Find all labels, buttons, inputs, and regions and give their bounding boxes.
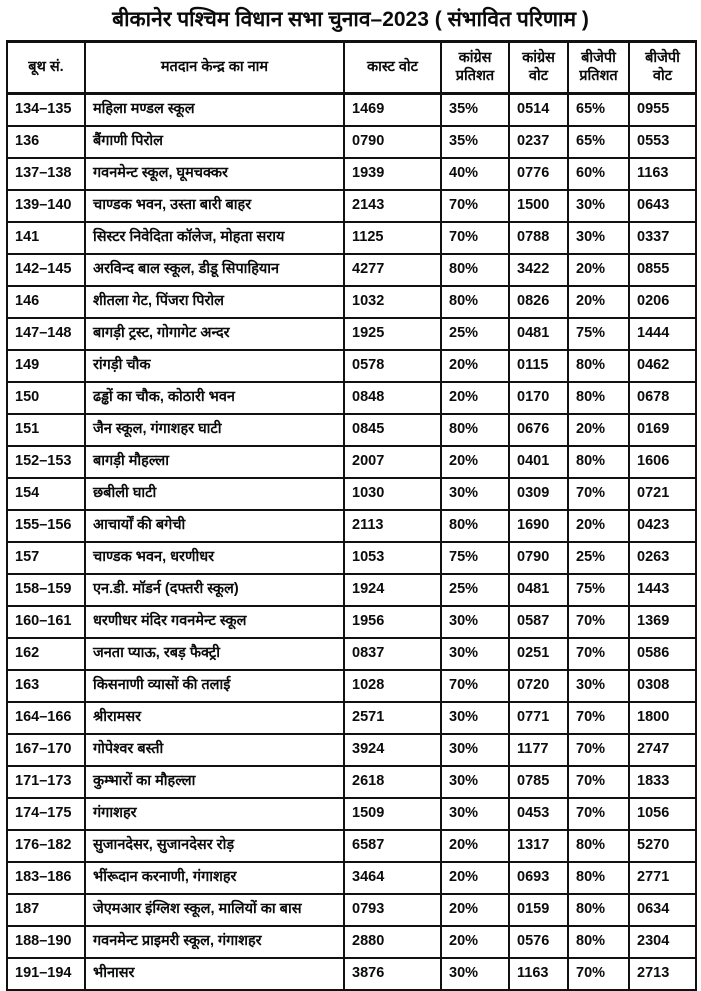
cell-polling-centre: महिला मण्डल स्कूल: [85, 94, 344, 126]
column-header-congress-vote-line1: कांग्रेस: [522, 50, 555, 67]
cell-booth-number: 183–186: [7, 862, 85, 894]
cell-congress-percent: 20%: [441, 894, 509, 926]
cell-bjp-percent: 75%: [568, 318, 629, 350]
cell-cast-vote: 4277: [344, 254, 441, 286]
cell-congress-vote: 1500: [509, 190, 568, 222]
cell-booth-number: 163: [7, 670, 85, 702]
cell-bjp-percent: 80%: [568, 350, 629, 382]
cell-polling-centre: छबीली घाटी: [85, 478, 344, 510]
table-row: [7, 254, 696, 286]
cell-polling-centre: कुम्भारों का मौहल्ला: [85, 766, 344, 798]
table-body: [7, 94, 696, 990]
cell-booth-number: 134–135: [7, 94, 85, 126]
table-row: [7, 798, 696, 830]
cell-congress-percent: 30%: [441, 958, 509, 990]
cell-cast-vote: 1125: [344, 222, 441, 254]
cell-cast-vote: 2007: [344, 446, 441, 478]
cell-polling-centre: भींरूदान करनाणी, गंगाशहर: [85, 862, 344, 894]
cell-bjp-percent: 70%: [568, 734, 629, 766]
table-row: [7, 478, 696, 510]
cell-cast-vote: 6587: [344, 830, 441, 862]
cell-booth-number: 139–140: [7, 190, 85, 222]
cell-congress-vote: 0481: [509, 574, 568, 606]
cell-cast-vote: 2571: [344, 702, 441, 734]
cell-bjp-vote: 0855: [629, 254, 696, 286]
cell-congress-vote: 0788: [509, 222, 568, 254]
cell-polling-centre: चाण्डक भवन, धरणीधर: [85, 542, 344, 574]
cell-cast-vote: 1924: [344, 574, 441, 606]
cell-polling-centre: बागड़ी मौहल्ला: [85, 446, 344, 478]
table-row: [7, 830, 696, 862]
cell-congress-percent: 80%: [441, 414, 509, 446]
cell-bjp-vote: 0206: [629, 286, 696, 318]
cell-bjp-percent: 20%: [568, 510, 629, 542]
cell-bjp-percent: 65%: [568, 126, 629, 158]
cell-cast-vote: 1028: [344, 670, 441, 702]
cell-bjp-percent: 70%: [568, 702, 629, 734]
cell-booth-number: 191–194: [7, 958, 85, 990]
cell-bjp-percent: 80%: [568, 894, 629, 926]
cell-bjp-percent: 25%: [568, 542, 629, 574]
cell-cast-vote: 2880: [344, 926, 441, 958]
cell-polling-centre: चाण्डक भवन, उस्ता बारी बाहर: [85, 190, 344, 222]
cell-bjp-percent: 80%: [568, 446, 629, 478]
column-header-congress-percent-line1: कांग्रेस: [458, 50, 492, 67]
cell-congress-vote: 0826: [509, 286, 568, 318]
cell-congress-percent: 70%: [441, 190, 509, 222]
cell-cast-vote: 3464: [344, 862, 441, 894]
cell-bjp-vote: 0678: [629, 382, 696, 414]
cell-bjp-vote: 1800: [629, 702, 696, 734]
cell-booth-number: 155–156: [7, 510, 85, 542]
cell-bjp-percent: 70%: [568, 638, 629, 670]
cell-booth-number: 152–153: [7, 446, 85, 478]
cell-cast-vote: 1956: [344, 606, 441, 638]
table-row: [7, 510, 696, 542]
cell-congress-percent: 20%: [441, 926, 509, 958]
cell-congress-percent: 30%: [441, 638, 509, 670]
cell-bjp-vote: 1056: [629, 798, 696, 830]
table-row: [7, 446, 696, 478]
cell-cast-vote: 3876: [344, 958, 441, 990]
cell-bjp-vote: 2304: [629, 926, 696, 958]
cell-cast-vote: 1030: [344, 478, 441, 510]
cell-congress-percent: 25%: [441, 574, 509, 606]
cell-polling-centre: श्रीरामसर: [85, 702, 344, 734]
cell-polling-centre: बैंगाणी पिरोल: [85, 126, 344, 158]
cell-bjp-vote: 1443: [629, 574, 696, 606]
results-table-container: [0, 40, 701, 991]
cell-congress-percent: 25%: [441, 318, 509, 350]
cell-bjp-vote: 0423: [629, 510, 696, 542]
cell-bjp-vote: 0169: [629, 414, 696, 446]
cell-congress-vote: 3422: [509, 254, 568, 286]
cell-cast-vote: 2618: [344, 766, 441, 798]
cell-congress-percent: 30%: [441, 798, 509, 830]
cell-polling-centre: जनता प्याऊ, रबड़ फैक्ट्री: [85, 638, 344, 670]
cell-cast-vote: 1469: [344, 94, 441, 126]
cell-bjp-percent: 80%: [568, 862, 629, 894]
cell-congress-percent: 30%: [441, 702, 509, 734]
cell-polling-centre: गवनमेन्ट स्कूल, घूमचक्कर: [85, 158, 344, 190]
table-row: [7, 734, 696, 766]
cell-bjp-percent: 30%: [568, 670, 629, 702]
cell-polling-centre: धरणीधर मंदिर गवनमेन्ट स्कूल: [85, 606, 344, 638]
cell-bjp-vote: 0586: [629, 638, 696, 670]
cell-bjp-percent: 70%: [568, 958, 629, 990]
cell-polling-centre: बागड़ी ट्रस्ट, गोगागेट अन्दर: [85, 318, 344, 350]
election-results-table: [6, 40, 697, 991]
table-row: [7, 190, 696, 222]
cell-polling-centre: आचार्यों की बगेची: [85, 510, 344, 542]
cell-congress-vote: 0159: [509, 894, 568, 926]
cell-booth-number: 147–148: [7, 318, 85, 350]
cell-congress-vote: 0587: [509, 606, 568, 638]
cell-congress-percent: 20%: [441, 350, 509, 382]
table-row: [7, 638, 696, 670]
cell-bjp-vote: 1369: [629, 606, 696, 638]
cell-booth-number: 154: [7, 478, 85, 510]
cell-polling-centre: शीतला गेट, पिंजरा पिरोल: [85, 286, 344, 318]
cell-congress-vote: 0576: [509, 926, 568, 958]
table-row: [7, 606, 696, 638]
column-header-cast-vote: कास्ट वोट: [344, 42, 441, 94]
column-header-bjp-vote: [629, 42, 696, 94]
cell-congress-percent: 30%: [441, 766, 509, 798]
cell-congress-vote: 1177: [509, 734, 568, 766]
cell-cast-vote: 0790: [344, 126, 441, 158]
table-row: [7, 542, 696, 574]
cell-congress-vote: 1317: [509, 830, 568, 862]
cell-bjp-vote: 0337: [629, 222, 696, 254]
table-row: [7, 158, 696, 190]
cell-congress-vote: 0237: [509, 126, 568, 158]
cell-booth-number: 137–138: [7, 158, 85, 190]
cell-bjp-percent: 30%: [568, 222, 629, 254]
cell-cast-vote: 0848: [344, 382, 441, 414]
table-row: [7, 702, 696, 734]
cell-polling-centre: सुजानदेसर, सुजानदेसर रोड़: [85, 830, 344, 862]
cell-congress-percent: 80%: [441, 286, 509, 318]
column-header-bjp-percent-line1: बीजेपी: [581, 50, 616, 67]
column-header-congress-percent: [441, 42, 509, 94]
cell-cast-vote: 0578: [344, 350, 441, 382]
cell-cast-vote: 0845: [344, 414, 441, 446]
column-header-bjp-percent: [568, 42, 629, 94]
cell-polling-centre: जैन स्कूल, गंगाशहर घाटी: [85, 414, 344, 446]
cell-bjp-vote: 1606: [629, 446, 696, 478]
cell-booth-number: 187: [7, 894, 85, 926]
cell-bjp-vote: 2747: [629, 734, 696, 766]
cell-congress-percent: 35%: [441, 94, 509, 126]
cell-polling-centre: किसनाणी व्यासों की तलाई: [85, 670, 344, 702]
table-row: [7, 862, 696, 894]
table-row: [7, 670, 696, 702]
cell-congress-percent: 75%: [441, 542, 509, 574]
cell-polling-centre: भीनासर: [85, 958, 344, 990]
cell-cast-vote: 3924: [344, 734, 441, 766]
cell-booth-number: 188–190: [7, 926, 85, 958]
cell-booth-number: 174–175: [7, 798, 85, 830]
table-row: [7, 222, 696, 254]
cell-bjp-percent: 60%: [568, 158, 629, 190]
table-row: [7, 926, 696, 958]
column-header-congress-percent-line2: प्रतिशत: [455, 67, 495, 84]
cell-cast-vote: 1939: [344, 158, 441, 190]
cell-congress-vote: 0401: [509, 446, 568, 478]
cell-congress-percent: 80%: [441, 510, 509, 542]
table-row: [7, 574, 696, 606]
cell-booth-number: 149: [7, 350, 85, 382]
cell-congress-percent: 30%: [441, 606, 509, 638]
table-row: [7, 958, 696, 990]
cell-congress-vote: 0771: [509, 702, 568, 734]
cell-congress-vote: 0776: [509, 158, 568, 190]
cell-booth-number: 171–173: [7, 766, 85, 798]
table-row: [7, 126, 696, 158]
cell-booth-number: 158–159: [7, 574, 85, 606]
cell-polling-centre: गंगाशहर: [85, 798, 344, 830]
table-row: [7, 286, 696, 318]
cell-congress-percent: 30%: [441, 734, 509, 766]
cell-cast-vote: 1925: [344, 318, 441, 350]
column-header-bjp-vote-line1: बीजेपी: [645, 50, 680, 67]
cell-bjp-vote: 1163: [629, 158, 696, 190]
cell-bjp-percent: 20%: [568, 414, 629, 446]
cell-congress-vote: 0720: [509, 670, 568, 702]
cell-bjp-vote: 0643: [629, 190, 696, 222]
table-row: [7, 94, 696, 126]
cell-polling-centre: गवनमेन्ट प्राइमरी स्कूल, गंगाशहर: [85, 926, 344, 958]
cell-congress-vote: 0785: [509, 766, 568, 798]
table-row: [7, 350, 696, 382]
cell-congress-percent: 20%: [441, 446, 509, 478]
cell-booth-number: 167–170: [7, 734, 85, 766]
cell-congress-percent: 30%: [441, 478, 509, 510]
cell-bjp-vote: 0955: [629, 94, 696, 126]
cell-bjp-percent: 80%: [568, 382, 629, 414]
cell-congress-vote: 0453: [509, 798, 568, 830]
cell-booth-number: 151: [7, 414, 85, 446]
table-row: [7, 414, 696, 446]
cell-bjp-vote: 5270: [629, 830, 696, 862]
cell-booth-number: 176–182: [7, 830, 85, 862]
cell-bjp-percent: 30%: [568, 190, 629, 222]
cell-polling-centre: गोपेश्वर बस्ती: [85, 734, 344, 766]
cell-bjp-percent: 70%: [568, 606, 629, 638]
column-header-congress-vote: [509, 42, 568, 94]
cell-booth-number: 136: [7, 126, 85, 158]
cell-congress-vote: 0693: [509, 862, 568, 894]
cell-polling-centre: ढड्ढों का चौक, कोठारी भवन: [85, 382, 344, 414]
cell-polling-centre: अरविन्द बाल स्कूल, डीडू सिपाहियान: [85, 254, 344, 286]
column-header-booth-number: बूथ सं.: [7, 42, 85, 94]
cell-bjp-vote: 0462: [629, 350, 696, 382]
cell-congress-percent: 70%: [441, 222, 509, 254]
table-row: [7, 382, 696, 414]
cell-bjp-vote: 0634: [629, 894, 696, 926]
cell-bjp-vote: 0263: [629, 542, 696, 574]
cell-bjp-percent: 70%: [568, 478, 629, 510]
cell-booth-number: 160–161: [7, 606, 85, 638]
cell-congress-vote: 0514: [509, 94, 568, 126]
cell-congress-percent: 35%: [441, 126, 509, 158]
column-header-congress-vote-line2: वोट: [528, 67, 549, 84]
column-header-polling-centre-name: मतदान केन्द्र का नाम: [85, 42, 344, 94]
cell-congress-vote: 0676: [509, 414, 568, 446]
cell-bjp-percent: 70%: [568, 798, 629, 830]
cell-polling-centre: एन.डी. मॉडर्न (दफ्तरी स्कूल): [85, 574, 344, 606]
cell-cast-vote: 2143: [344, 190, 441, 222]
header-row: [7, 42, 696, 94]
cell-booth-number: 164–166: [7, 702, 85, 734]
cell-bjp-percent: 20%: [568, 254, 629, 286]
cell-polling-centre: सिस्टर निवेदिता कॉलेज, मोहता सराय: [85, 222, 344, 254]
cell-congress-percent: 20%: [441, 830, 509, 862]
cell-bjp-percent: 80%: [568, 830, 629, 862]
cell-congress-vote: 0481: [509, 318, 568, 350]
cell-congress-percent: 70%: [441, 670, 509, 702]
cell-congress-percent: 20%: [441, 382, 509, 414]
cell-congress-percent: 20%: [441, 862, 509, 894]
cell-congress-percent: 80%: [441, 254, 509, 286]
table-header: [7, 42, 696, 94]
cell-congress-vote: 0251: [509, 638, 568, 670]
cell-bjp-vote: 1833: [629, 766, 696, 798]
cell-bjp-vote: 0721: [629, 478, 696, 510]
cell-cast-vote: 1053: [344, 542, 441, 574]
cell-booth-number: 162: [7, 638, 85, 670]
cell-booth-number: 141: [7, 222, 85, 254]
cell-bjp-percent: 80%: [568, 926, 629, 958]
cell-cast-vote: 0793: [344, 894, 441, 926]
cell-bjp-vote: 0553: [629, 126, 696, 158]
cell-congress-vote: 1163: [509, 958, 568, 990]
cell-bjp-percent: 70%: [568, 766, 629, 798]
cell-booth-number: 150: [7, 382, 85, 414]
cell-bjp-vote: 2771: [629, 862, 696, 894]
column-header-bjp-percent-line2: प्रतिशत: [579, 67, 618, 84]
page-title: बीकानेर पश्चिम विधान सभा चुनाव–2023 ( संभावित परिणाम ): [112, 8, 589, 31]
cell-booth-number: 146: [7, 286, 85, 318]
cell-cast-vote: 0837: [344, 638, 441, 670]
cell-bjp-vote: 2713: [629, 958, 696, 990]
table-row: [7, 766, 696, 798]
cell-polling-centre: जेएमआर इंग्लिश स्कूल, मालियों का बास: [85, 894, 344, 926]
cell-polling-centre: रांगड़ी चौक: [85, 350, 344, 382]
cell-congress-vote: 0790: [509, 542, 568, 574]
cell-congress-vote: 1690: [509, 510, 568, 542]
cell-cast-vote: 1509: [344, 798, 441, 830]
cell-bjp-percent: 65%: [568, 94, 629, 126]
cell-congress-vote: 0115: [509, 350, 568, 382]
cell-booth-number: 142–145: [7, 254, 85, 286]
cell-bjp-vote: 0308: [629, 670, 696, 702]
cell-bjp-percent: 20%: [568, 286, 629, 318]
table-row: [7, 318, 696, 350]
cell-cast-vote: 1032: [344, 286, 441, 318]
cell-bjp-vote: 1444: [629, 318, 696, 350]
cell-cast-vote: 2113: [344, 510, 441, 542]
cell-congress-vote: 0170: [509, 382, 568, 414]
cell-booth-number: 157: [7, 542, 85, 574]
cell-congress-percent: 40%: [441, 158, 509, 190]
column-header-bjp-vote-line2: वोट: [652, 67, 673, 84]
cell-bjp-percent: 75%: [568, 574, 629, 606]
cell-congress-vote: 0309: [509, 478, 568, 510]
